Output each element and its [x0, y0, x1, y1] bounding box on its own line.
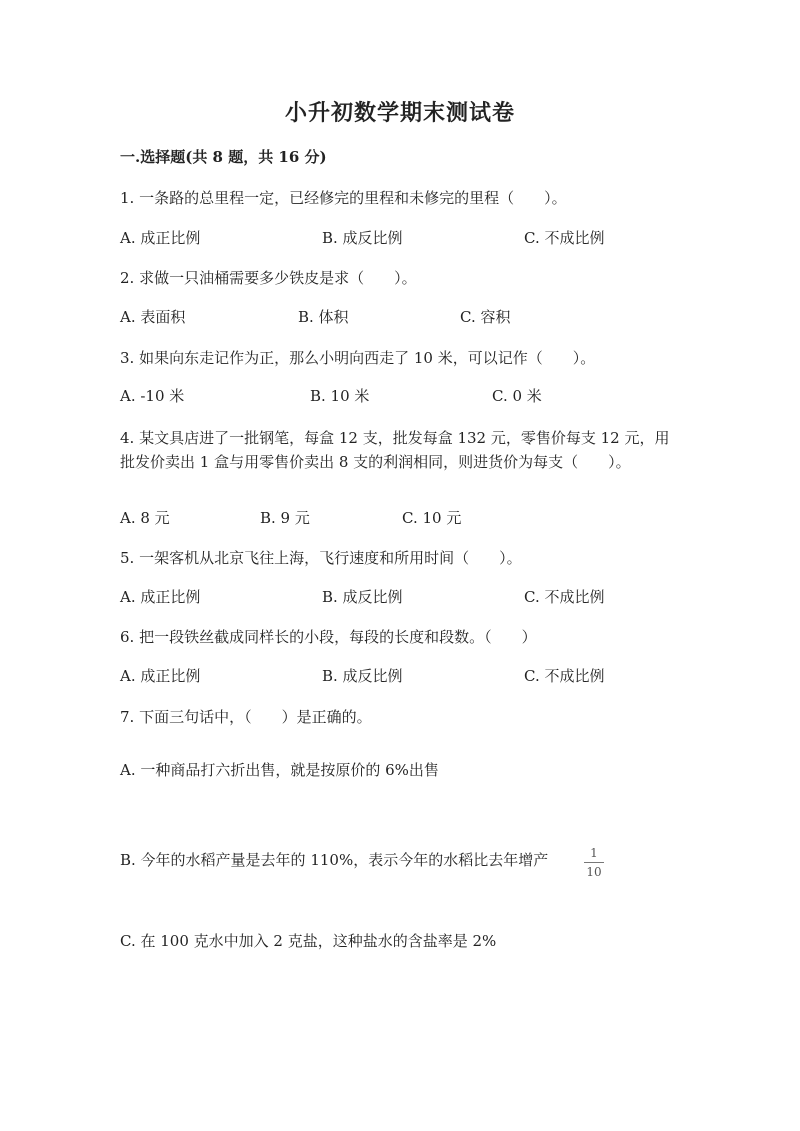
- question-5: 5. 一架客机从北京飞往上海，飞行速度和所用时间（ ）。: [120, 549, 522, 567]
- q2-option-a[interactable]: A. 表面积: [120, 308, 186, 326]
- q1-option-c[interactable]: C. 不成比例: [524, 229, 605, 247]
- q3-option-b[interactable]: B. 10 米: [310, 387, 370, 405]
- q7-option-c[interactable]: C. 在 100 克水中加入 2 克盐，这种盐水的含盐率是 2%: [120, 932, 497, 950]
- q3-option-a[interactable]: A. -10 米: [120, 387, 185, 405]
- q7-option-b[interactable]: B. 今年的水稻产量是去年的 110%，表示今年的水稻比去年增产: [120, 851, 549, 869]
- q6-option-b[interactable]: B. 成反比例: [322, 667, 403, 685]
- q6-option-c[interactable]: C. 不成比例: [524, 667, 605, 685]
- q2-option-b[interactable]: B. 体积: [298, 308, 349, 326]
- page-title: 小升初数学期末测试卷: [284, 100, 515, 126]
- question-1: 1. 一条路的总里程一定，已经修完的里程和未修完的里程（ ）。: [120, 189, 567, 207]
- question-6: 6. 把一段铁丝截成同样长的小段，每段的长度和段数。（ ）: [120, 628, 537, 646]
- q1-option-a[interactable]: A. 成正比例: [120, 229, 201, 247]
- q4-option-b[interactable]: B. 9 元: [260, 509, 310, 527]
- fraction-denominator: 10: [586, 865, 602, 879]
- question-2: 2. 求做一只油桶需要多少铁皮是求（ ）。: [120, 269, 417, 287]
- q2-option-c[interactable]: C. 容积: [460, 308, 511, 326]
- question-4: 4. 某文具店进了一批钢笔，每盒 12 支，批发每盒 132 元，零售价每支 12 元，用批发价卖出 1 盒与用零售价卖出 8 支的利润相同，则进货价为每支（ ）。: [120, 429, 670, 471]
- fraction-one-tenth: [582, 846, 606, 879]
- q4-option-c[interactable]: C. 10 元: [402, 509, 462, 527]
- q1-option-b[interactable]: B. 成反比例: [322, 229, 403, 247]
- q6-option-a[interactable]: A. 成正比例: [120, 667, 201, 685]
- fraction-bar: [584, 862, 604, 863]
- q5-option-c[interactable]: C. 不成比例: [524, 588, 605, 606]
- q5-option-b[interactable]: B. 成反比例: [322, 588, 403, 606]
- q3-option-c[interactable]: C. 0 米: [492, 387, 542, 405]
- question-7: 7. 下面三句话中，（ ）是正确的。: [120, 708, 372, 726]
- q4-option-a[interactable]: A. 8 元: [120, 509, 170, 527]
- q7-option-a[interactable]: A. 一种商品打六折出售，就是按原价的 6%出售: [120, 761, 439, 779]
- q5-option-a[interactable]: A. 成正比例: [120, 588, 201, 606]
- question-3: 3. 如果向东走记作为正，那么小明向西走了 10 米，可以记作（ ）。: [120, 349, 596, 367]
- section-heading: 一.选择题(共 8 题，共 16 分): [120, 148, 327, 166]
- fraction-numerator: 1: [590, 846, 598, 860]
